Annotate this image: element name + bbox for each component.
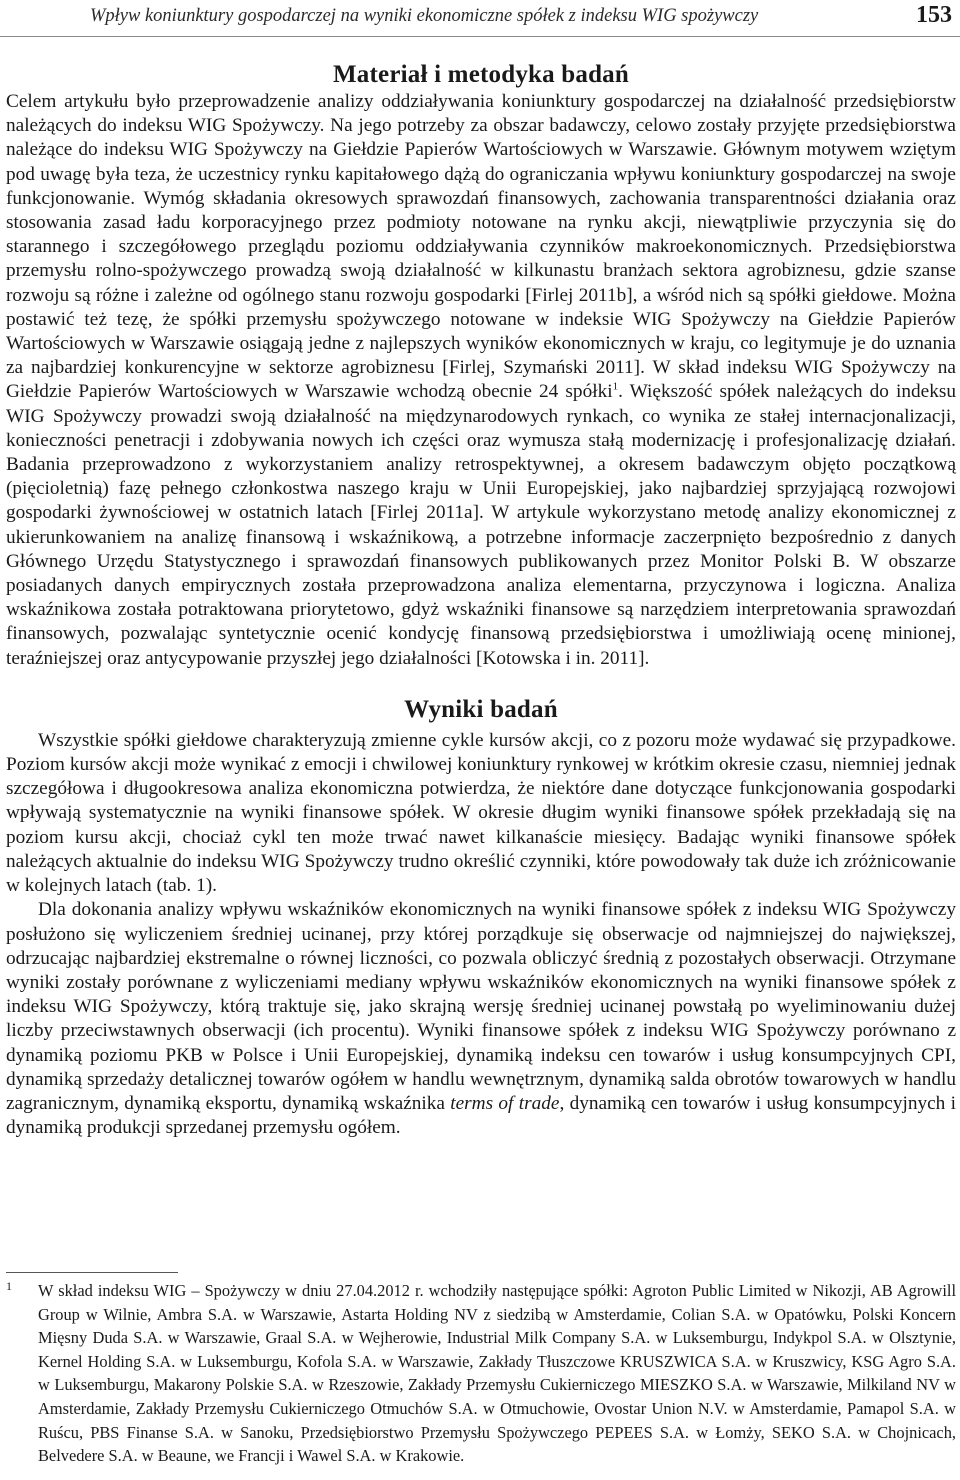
methods-text-part2: . Większość spółek należących do indeksu WIG Spożywczy prowadzi swoją działalność na międzynarodowych rynkach, co wynika ze stałej internacjonalizacji, konieczności penetracji i zdobywania nowych ich części oraz wymusza stałą modernizację i profesjonalizację działań. Badania przeprowadzono z wykorzystaniem analizy retrospektywnej, a okresem badawczym objęto początkową (pięcioletnią) fazę pełnego członkostwa naszego kraju w Unii Europejskiej, jako najbardziej sprzyjającą rozwojowi gospodarki żywnościowej w ostatnich latach [Firlej 2011a]. W artykule wykorzystano metodę analizy ekonomicznej z ukierunkowaniem na analizę finansową i wskaźnikową, a potrzebne informacje zaczerpnięto bezpośrednio z danych Głównego Urzędu Statystycznego i sprawozdań finansowych publikowanych przez Monitor Polski B. W obszarze posiadanych danych empirycznych została przeprowadzona analiza elementarna, przyczynowa i logiczna. Analiza wskaźnikowa została potraktowana priorytetowo, gdyż wskaźniki finansowe są narzędziem interpretowania sprawozdań finansowych, pozwalając syntetycznie ocenić kondycję finansową przedsiębiorstwa i umożliwiają ocenę minionej, teraźniejszej oraz antycypowanie przyszłej jego działalności [Kotowska i in. 2011]. (6, 381, 956, 669)
footnotes (6, 1272, 956, 1468)
methods-paragraph (6, 90, 956, 671)
results-paragraph-2 (6, 898, 956, 1140)
footnote (6, 1279, 956, 1468)
results-paragraph-1: Wszystkie spółki giełdowe charakteryzują zmienne cykle kursów akcji, co z pozoru może wydawać się przypadkowe. Poziom kursów akcji może wynikać z emocji i chwilowej koniunktury rynkowej w krótkim okresie czasu, niemniej jednak szczegółowa i długookresowa analiza ekonomiczna potwierdza, że niektóre dane dotyczące funkcjonowania gospodarki wpływają systematycznie na wyniki finansowe spółek. W okresie długim wyniki finansowe spółek przekładają się na poziom kursu akcji, chociaż cykl ten może trwać nawet kilkanaście miesięcy. Badając wyniki finansowe spółek należących aktualnie do indeksu WIG Spożywczy trudno określić czynniki, które powodowały tak duże ich zróżnicowanie w kolejnych latach (tab. 1). (6, 729, 956, 897)
footnote-text: W skład indeksu WIG – Spożywczy w dniu 27.04.2012 r. wchodziły następujące spółki: Agroton Public Limited w Nikozji, AB Agrowill Group w Wilnie, Ambra S.A. w Warszawie, Astarta Holding NV z siedzibą w Amsterdamie, Colian S.A. w Opatówku, Polski Koncern Mięsny Duda S.A. w Warszawie, Graal S.A. w Wejherowie, Industrial Milk Company S.A. w Luksemburgu, Indykpol S.A. w Olsztynie, Kernel Holding S.A. w Luksemburgu, Kofola S.A. w Warszawie, Zakłady Tłuszczowe KRUSZWICA S.A. w Kruszwicy, KSG Agro S.A. w Luksemburgu, Makarony Polskie S.A. w Rzeszowie, Zakłady Przemysłu Cukierniczego MIESZKO S.A. w Warszawie, Milkiland NV w Amsterdamie, Zakłady Przemysłu Cukierniczego Otmuchów S.A. w Otmuchowie, Ovostar Union N.V. w Amsterdamie, Pamapol S.A. w Ruścu, PBS Finanse S.A. w Sanoku, Przedsiębiorstwo Przemysłu Spożywczego PEPEES S.A. w Łomży, SEKO S.A. w Chojnicach, Belvedere S.A. w Beaune, we Francji i Wawel S.A. w Krakowie. (38, 1281, 956, 1466)
footnote-rule (6, 1272, 178, 1273)
methods-text-part1: Celem artykułu było przeprowadzenie analizy oddziaływania koniunktury gospodarczej na działalność przedsiębiorstw należących do indeksu WIG Spożywczy. Na jego potrzeby za obszar badawczy, celowo zostały przyjęte przedsiębiorstwa należące do indeksu WIG Spożywczy na Giełdzie Papierów Wartościowych w Warszawie. Głównym motywem wziętym pod uwagę była teza, że uczestnicy rynku kapitałowego dążą do ograniczania wpływu koniunktury gospodarczej na swoje funkcjonowanie. Wymóg składania okresowych sprawozdań finansowych, zachowania transparentności działania oraz stosowania zasad ładu korporacyjnego przez podmioty notowane na rynku akcji, niewątpliwie przyczynia się do starannego i szczegółowego przeglądu poziomu oddziaływania czynników makroekonomicznych. Przedsiębiorstwa przemysłu rolno-spożywczego prowadzą swoją działalność w kilkunastu branżach sektora agrobiznesu, gdzie szanse rozwoju są różne i zależne od ogólnego stanu rozwoju gospodarki [Firlej 2011b], a wśród nich są spółki giełdowe. Można postawić też tezę, że spółki przemysłu spożywczego notowane w indeksie WIG Spożywczy na Giełdzie Papierów Wartościowych w Warszawie osiągają jedne z najlepszych wyników ekonomicznych w kraju, co legitymuje je do uznania za najbardziej konkurencyjne w sektorze agrobiznesu [Firlej, Szymański 2011]. W skład indeksu WIG Spożywczy na Giełdzie Papierów Wartościowych w Warszawie wchodzą obecnie 24 spółki (6, 91, 956, 403)
results-text-part2: , dynamiką cen towarów i usług konsumpcyjnych i dynamiką produkcji sprzedanej przemysłu ogółem. (6, 1092, 957, 1139)
running-title: Wpływ koniunktury gospodarczej na wyniki ekonomiczne spółek z indeksu WIG spożywczy (90, 6, 759, 26)
footnote-marker: 1 (6, 1279, 12, 1293)
page-number: 153 (916, 2, 952, 28)
article-body (6, 60, 956, 1140)
italic-term: terms of trade (450, 1092, 560, 1114)
results-text-part1: Dla dokonania analizy wpływu wskaźników ekonomicznych na wyniki finansowe spółek z indeksu WIG Spożywczy posłużono się wyliczeniem średniej ucinanej, przy której porządkuje się obserwacje od najmniejszej do największej, odrzucając najbardziej ekstremalne o równej liczności, co pozwala obliczyć średnią z pozostałych obserwacji. Otrzymane wyniki zostały porównane z wyliczeniami mediany wpływu wskaźników ekonomicznych na wyniki finansowe spółek z indeksu WIG Spożywczy, którą traktuje się, jako skrajną wersję średniej ucinanej powstałą po wyeliminowaniu dużej liczby przeciwstawnych obserwacji (ich procentu). Wyniki finansowe spółek z indeksu WIG Spożywczy porównano z dynamiką poziomu PKB w Polsce i Unii Europejskiej, dynamiką indeksu cen towarów i usług konsumpcyjnych CPI, dynamiką sprzedaży detalicznej towarów ogółem w handlu wewnętrznym, dynamiką salda obrotów towarowych w handlu zagranicznym, dynamiką eksportu, dynamiką wskaźnika (6, 899, 956, 1114)
section-title-methods: Materiał i metodyka badań (333, 61, 629, 88)
running-header (0, 0, 960, 37)
footnote-reference[interactable]: 1 (612, 381, 619, 394)
section-title-results: Wyniki badań (404, 695, 558, 723)
